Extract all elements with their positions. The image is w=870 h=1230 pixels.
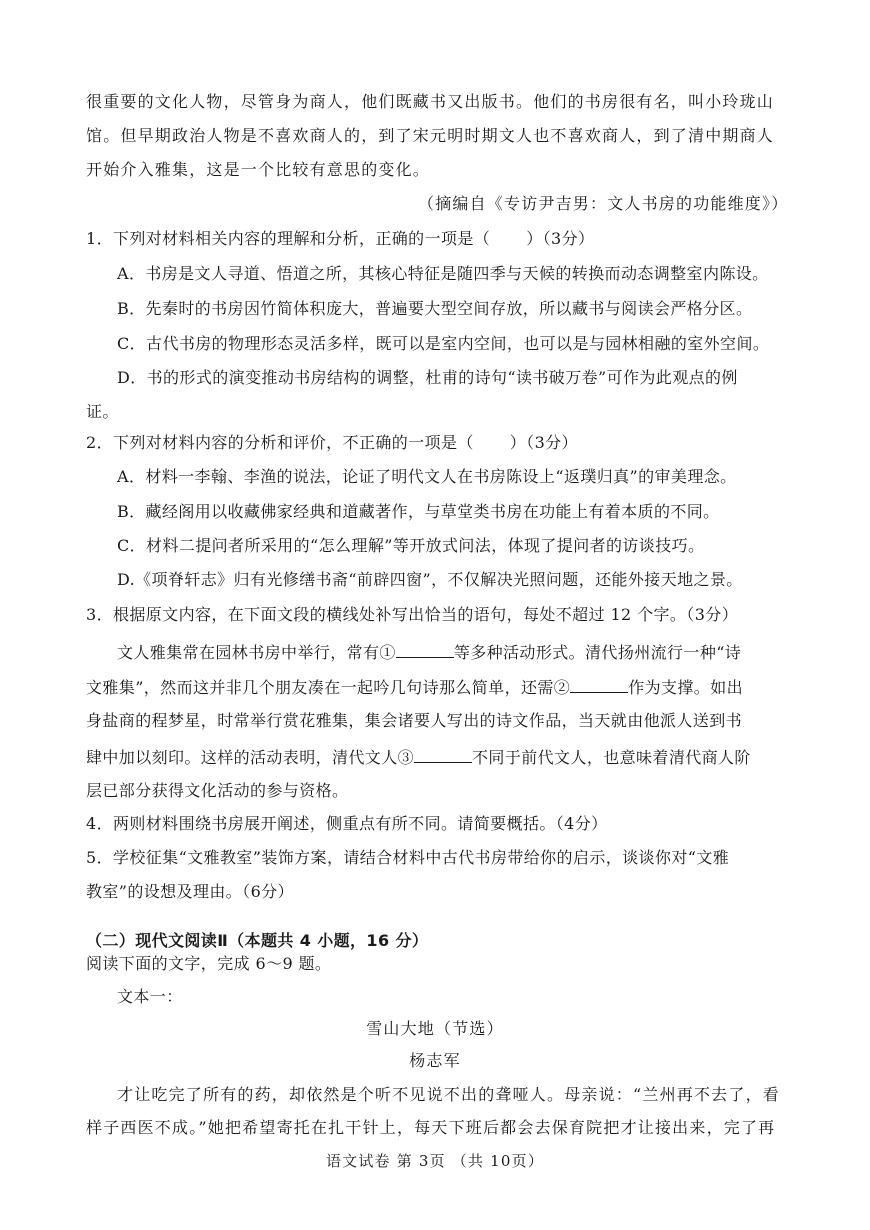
material-source: （摘编自《专访尹吉男：文人书房的功能维度》） [418,194,789,213]
fill-blank-1[interactable] [396,639,454,658]
question-1-option-b: B．先秦时的书房因竹简体积庞大，普遍要大型空间存放，所以藏书与阅读会严格分区。 [117,299,753,318]
passage-text: 作为支撑。如出 [628,678,743,697]
page-footer: 语文试卷 第 3页 （共 10页） [325,1152,545,1170]
question-3-passage-line-5: 层已部分获得文化活动的参与资格。 [86,781,349,800]
passage-title: 雪山大地（节选） [366,1019,504,1038]
question-4-stem: 4．两则材料围绕书房展开阐述，侧重点有所不同。请简要概括。（4分） [86,814,608,833]
question-1-stem-a: 1．下列对材料相关内容的理解和分析，正确的一项是（ [86,229,491,248]
material-line-1: 很重要的文化人物，尽管身为商人，他们既藏书又出版书。他们的书房很有名，叫小玲珑山 [86,92,775,111]
question-5-line-2: 教室”的设想及理由。（6分） [86,882,294,901]
passage-text: 不同于前代文人，也意味着清代商人阶 [472,748,751,767]
question-1-stem [86,227,594,251]
question-2-stem-b: ）（3分） [509,433,578,452]
question-3-passage-line-2 [86,674,743,700]
question-2-stem [86,431,578,455]
passage-text: 文雅集”，然而这并非几个朋友凑在一起吟几句诗那么简单，还需② [86,678,571,697]
text-one-label: 文本一： [117,987,183,1006]
question-3-stem: 3．根据原文内容，在下面文段的横线处补写出恰当的语句，每处不超过 12 个字。（3分） [86,605,739,624]
question-2-option-d: D.《项脊轩志》归有光修缮书斋“前辟四窗”，不仅解决光照问题，还能外接天地之景。 [117,570,743,589]
section-2-instruction: 阅读下面的文字，完成 6～9 题。 [86,954,332,973]
question-3-passage-line-1 [117,639,741,665]
section-2-heading: （二）现代文阅读Ⅱ（本题共 4 小题，16 分） [86,931,429,950]
fill-blank-2[interactable] [570,674,628,693]
question-1-option-d-cont: 证。 [86,402,119,421]
question-2-stem-a: 2．下列对材料内容的分析和评价，不正确的一项是（ [86,433,474,452]
passage-line-1: 才让吃完了所有的药，却依然是个听不见说不出的聋哑人。母亲说：“兰州再不去了，看 [117,1085,780,1104]
question-1-option-d: D．书的形式的演变推动书房结构的调整，杜甫的诗句“读书破万卷”可作为此观点的例 [117,368,738,387]
question-1-stem-b: ）（3分） [526,229,595,248]
question-2-option-c: C．材料二提问者所采用的“怎么理解”等开放式问法，体现了提问者的访谈技巧。 [117,536,705,555]
question-2-option-b: B．藏经阁用以收藏佛家经典和道藏著作，与草堂类书房在功能上有着本质的不同。 [117,502,720,521]
question-3-passage-line-4 [86,744,751,770]
question-1-option-c: C．古代书房的物理形态灵活多样，既可以是室内空间，也可以是与园林相融的室外空间。 [117,334,770,353]
material-line-3: 开始介入雅集，这是一个比较有意思的变化。 [86,160,431,179]
passage-text: 等多种活动形式。清代扬州流行一种“诗 [453,643,742,662]
question-3-passage-line-3: 身盐商的程梦星，时常举行赏花雅集，集会诸要人写出的诗文作品，当天就由他派人送到书 [86,711,743,730]
passage-text: 肆中加以刻印。这样的活动表明，清代文人③ [86,748,415,767]
passage-line-2: 样子西医不成。”她把希望寄托在扎干针上，每天下班后都会去保育院把才让接出来，完了再 [86,1118,776,1137]
fill-blank-3[interactable] [414,744,472,763]
question-1-option-a: A．书房是文人寻道、悟道之所，其核心特征是随四季与天候的转换而动态调整室内陈设。 [117,264,769,283]
question-5-line-1: 5．学校征集“文雅教室”装饰方案，请结合材料中古代书房带给你的启示，谈谈你对“文雅 [86,848,730,867]
passage-author: 杨志军 [409,1051,461,1070]
question-2-option-a: A．材料一李翰、李渔的说法，论证了明代文人在书房陈设上“返璞归真”的审美理念。 [117,467,737,486]
passage-text: 文人雅集常在园林书房中举行，常有① [117,643,396,662]
material-line-2: 馆。但早期政治人物是不喜欢商人的，到了宋元明时期文人也不喜欢商人，到了清中期商人 [86,126,775,145]
